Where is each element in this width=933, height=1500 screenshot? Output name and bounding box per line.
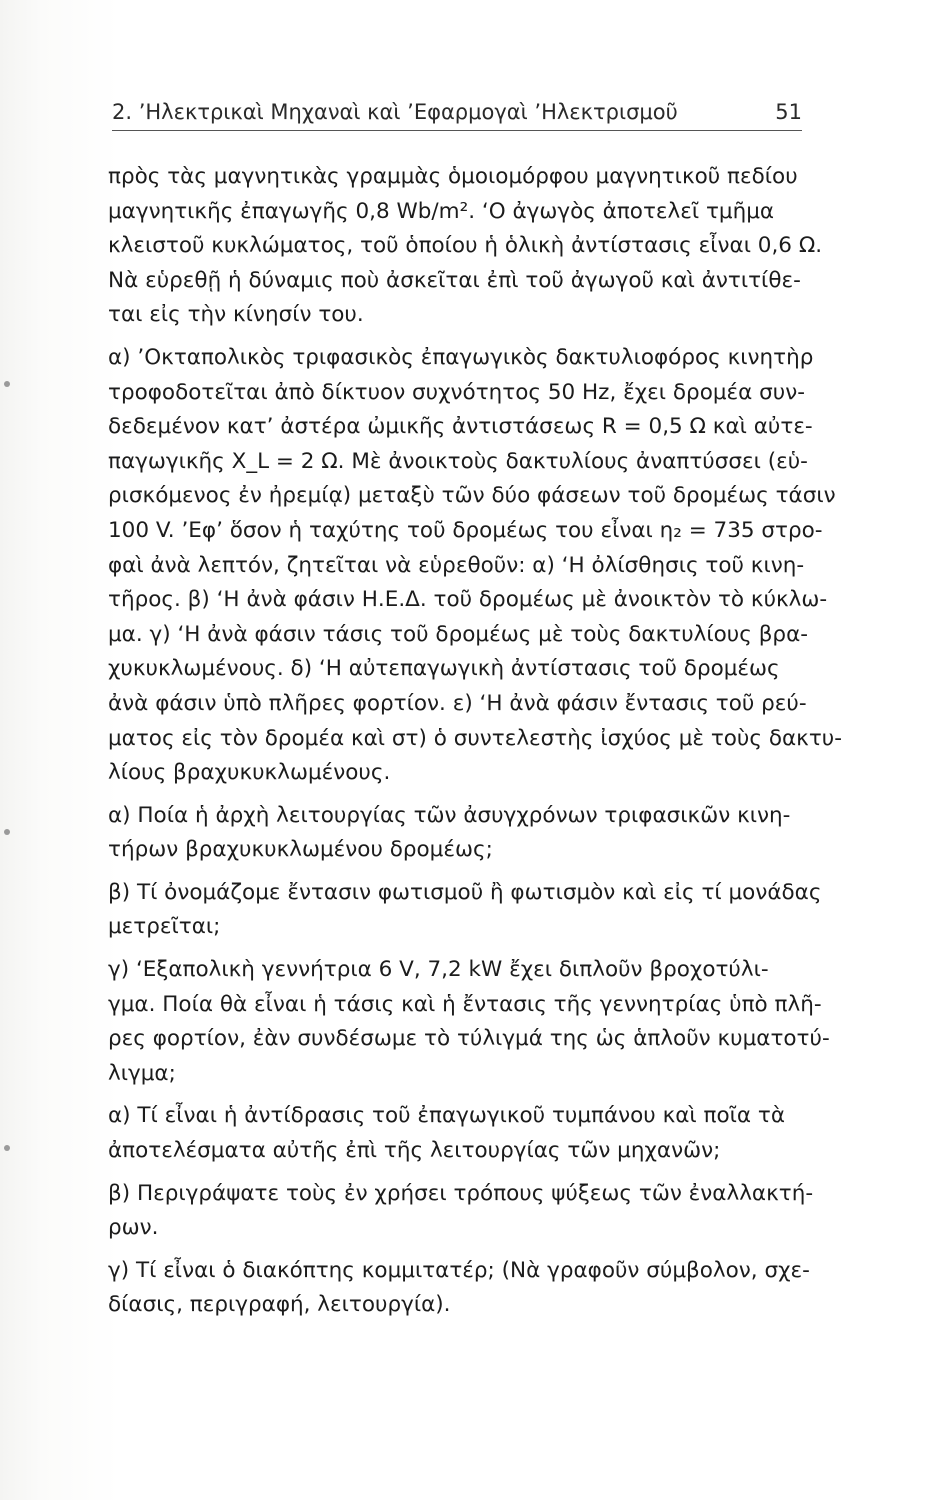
text-line: ται εἰς τὴν κίνησίν του. bbox=[108, 302, 364, 328]
page-body bbox=[108, 160, 842, 1323]
question-paragraph bbox=[108, 1099, 808, 1168]
question-paragraph bbox=[108, 1254, 808, 1323]
text-line: α) Ποία ἡ ἀρχὴ λειτουργίας τῶν ἀσυγχρόνων τριφασικῶν κινη- bbox=[108, 802, 791, 828]
text-line: φαὶ ἀνὰ λεπτόν, ζητεῖται νὰ εὑρεθοῦν: α) ‘Η ὀλίσθησις τοῦ κινη- bbox=[108, 552, 805, 578]
chapter-title: 2. ’Ηλεκτρικαὶ Μηχαναὶ καὶ ’Εφαρμογαὶ ’Ηλεκτρισμοῦ bbox=[112, 100, 678, 124]
margin-dot bbox=[4, 381, 10, 387]
question-paragraph bbox=[108, 799, 808, 868]
text-line: γμα. Ποία θὰ εἶναι ἡ τάσις καὶ ἡ ἔντασις τῆς γεννητρίας ὑπὸ πλῆ- bbox=[108, 991, 822, 1017]
text-line: β) Τί ὀνομάζομε ἔντασιν φωτισμοῦ ἢ φωτισμὸν καὶ εἰς τί μονάδας bbox=[108, 879, 822, 905]
text-line: ματος εἰς τὸν δρομέα καὶ στ) ὁ συντελεστὴς ἰσχύος μὲ τοὺς δακτυ- bbox=[108, 725, 842, 751]
margin-dot bbox=[4, 1145, 10, 1151]
header-rule bbox=[112, 130, 802, 131]
question-paragraph bbox=[108, 876, 822, 945]
text-line: ρισκόμενος ἐν ἠρεμίᾳ) μεταξὺ τῶν δύο φάσεων τοῦ δρομέως τάσιν bbox=[108, 483, 836, 509]
text-line: α) ’Οκταπολικὸς τριφασικὸς ἐπαγωγικὸς δακτυλιοφόρος κινητὴρ bbox=[108, 344, 814, 370]
text-line: τροφοδοτεῖται ἀπὸ δίκτυον συχνότητος 50 Hz, ἔχει δρομέα συν- bbox=[108, 379, 805, 405]
text-line: πρὸς τὰς μαγνητικὰς γραμμὰς ὁμοιομόρφου μαγνητικοῦ πεδίου bbox=[108, 164, 798, 189]
text-line: λιγμα; bbox=[108, 1060, 176, 1086]
text-line: 100 V. ’Εφ’ ὅσον ἡ ταχύτης τοῦ δρομέως του εἶναι η₂ = 735 στρο- bbox=[108, 517, 823, 543]
problem-continuation-paragraph bbox=[108, 160, 823, 333]
text-line: ἀνὰ φάσιν ὑπὸ πλῆρες φορτίον. ε) ‘Η ἀνὰ φάσιν ἔντασις τοῦ ρεύ- bbox=[108, 690, 807, 716]
question-paragraph bbox=[108, 1177, 814, 1246]
text-line: δεδεμένον κατ’ ἀστέρα ὠμικῆς ἀντιστάσεως R = 0,5 Ω καὶ αὐτε- bbox=[108, 414, 813, 440]
text-line: β) Περιγράψατε τοὺς ἐν χρήσει τρόπους ψύξεως τῶν ἐναλλακτή- bbox=[108, 1180, 814, 1206]
text-line: παγωγικῆς X_L = 2 Ω. Μὲ ἀνοικτοὺς δακτυλίους ἀναπτύσσει (εὑ- bbox=[108, 448, 808, 474]
text-line: α) Τί εἶναι ἡ ἀντίδρασις τοῦ ἐπαγωγικοῦ τυμπάνου καὶ ποῖα τὰ bbox=[108, 1103, 786, 1129]
text-line: τῆρος. β) ‘Η ἀνὰ φάσιν Η.Ε.Δ. τοῦ δρομέως μὲ ἀνοικτὸν τὸ κύκλω- bbox=[108, 587, 828, 613]
text-line: τήρων βραχυκυκλωμένου δρομέως; bbox=[108, 837, 493, 863]
margin-dot bbox=[4, 829, 10, 835]
text-line: χυκυκλωμένους. δ) ‘Η αὐτεπαγωγικὴ ἀντίστασις τοῦ δρομέως bbox=[108, 656, 780, 682]
text-line: γ) ‘Εξαπολικὴ γεννήτρια 6 V, 7,2 kW ἔχει διπλοῦν βροχοτύλι- bbox=[108, 957, 769, 983]
text-line: ρες φορτίον, ἐὰν συνδέσωμε τὸ τύλιγμά της ὡς ἁπλοῦν κυματοτύ- bbox=[108, 1026, 830, 1052]
text-line: μα. γ) ‘Η ἀνὰ φάσιν τάσις τοῦ δρομέως μὲ τοὺς δακτυλίους βρα- bbox=[108, 621, 808, 647]
text-line: ρων. bbox=[108, 1215, 159, 1241]
text-line: δίασις, περιγραφή, λειτουργία). bbox=[108, 1292, 451, 1318]
text-line: γ) Τί εἶναι ὁ διακόπτης κομμιτατέρ; (Νὰ γραφοῦν σύμβολον, σχε- bbox=[108, 1257, 810, 1283]
motor-problem-paragraph bbox=[108, 341, 842, 791]
text-line: κλειστοῦ κυκλώματος, τοῦ ὁποίου ἡ ὁλικὴ ἀντίστασις εἶναι 0,6 Ω. bbox=[108, 233, 823, 259]
text-line: ἀποτελέσματα αὐτῆς ἐπὶ τῆς λειτουργίας τῶν μηχανῶν; bbox=[108, 1138, 721, 1164]
text-line: Νὰ εὑρεθῇ ἡ δύναμις ποὺ ἀσκεῖται ἐπὶ τοῦ ἀγωγοῦ καὶ ἀντιτίθε- bbox=[108, 267, 801, 293]
text-line: μαγνητικῆς ἐπαγωγῆς 0,8 Wb/m². ‘Ο ἀγωγὸς ἀποτελεῖ τμῆμα bbox=[108, 198, 775, 224]
question-paragraph bbox=[108, 953, 830, 1091]
text-line: λίους βραχυκυκλωμένους. bbox=[108, 760, 391, 786]
text-line: μετρεῖται; bbox=[108, 914, 221, 940]
page-number: 51 bbox=[775, 100, 802, 124]
